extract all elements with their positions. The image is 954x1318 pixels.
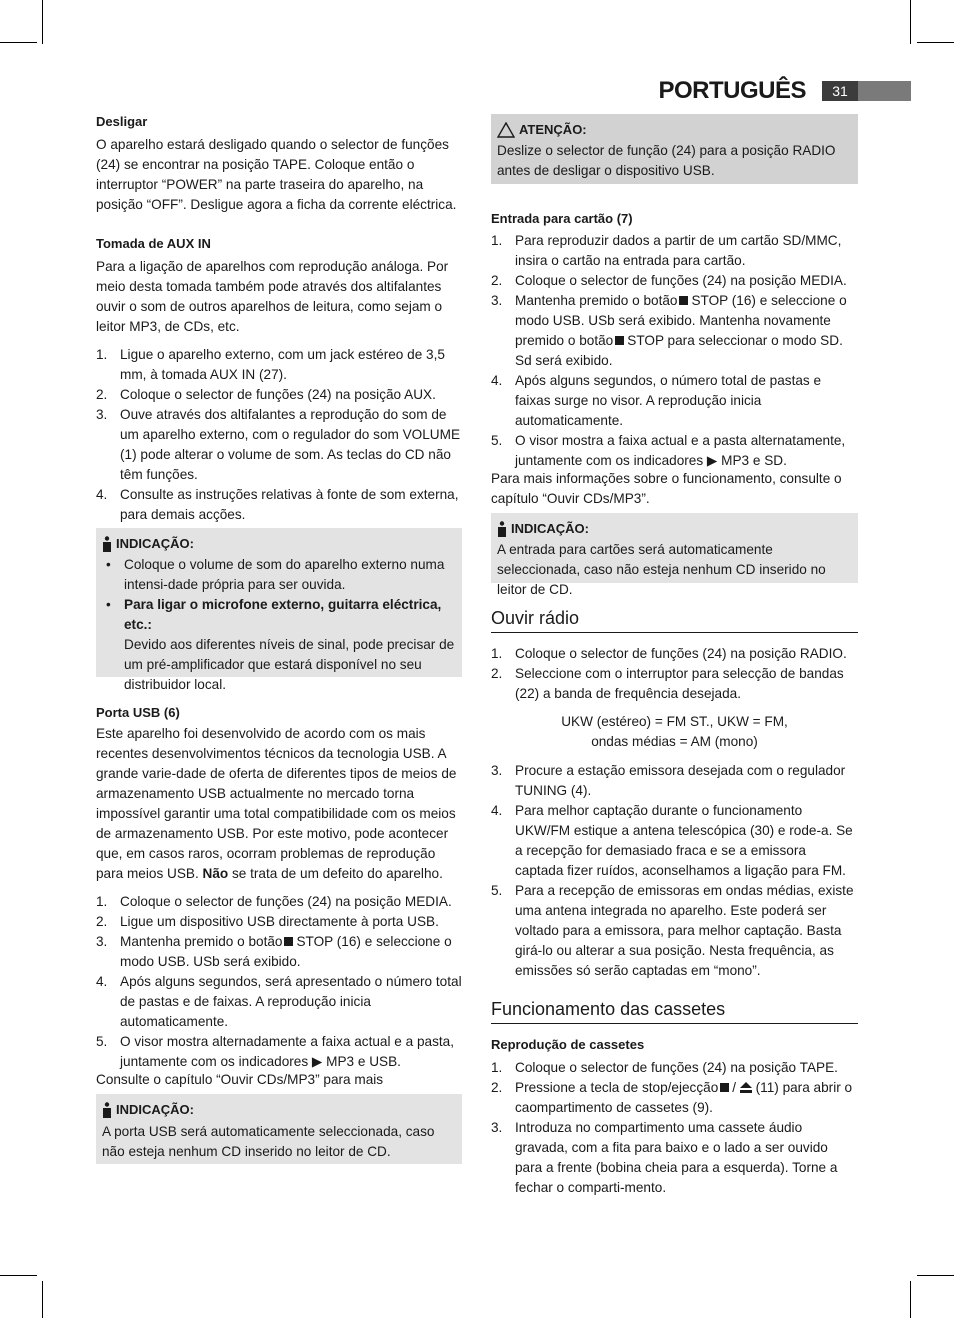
list-item: 1. Para reproduzir dados a partir de um cartão SD/MMC, insira o cartão na entrada para cartão. bbox=[491, 233, 842, 268]
list-item: • Para ligar o microfone externo, guitarra eléctrica, etc.: Devido aos diferentes níveis de sinal, pode precisar de um pré-amplificador que estará disponível no seu distribuidor local. bbox=[106, 597, 455, 692]
list-item: 1. Coloque o selector de funções (24) na posição RADIO. bbox=[491, 646, 847, 661]
list-item: 2. Pressione a tecla de stop/ejecção / (11) para abrir o caompartimento de cassetes (9). bbox=[491, 1080, 853, 1115]
list-item: 1. Coloque o selector de funções (24) na posição TAPE. bbox=[491, 1060, 838, 1075]
note-text: A entrada para cartões será automaticamente seleccionada, caso não esteja nenhum CD inserido no leitor de CD. bbox=[497, 542, 826, 597]
stop-icon bbox=[679, 296, 688, 305]
list-item: 2. Coloque o selector de funções (24) na posição AUX. bbox=[96, 387, 436, 402]
crop-mark bbox=[42, 1281, 43, 1318]
list-item: 4. Consulte as instruções relativas à fonte de som externa, para demais acções. bbox=[96, 487, 459, 522]
language-heading: PORTUGUÊS bbox=[658, 77, 806, 104]
list-item: 1. Ligue o aparelho externo, com um jack estéreo de 3,5 mm, à tomada AUX IN (27). bbox=[96, 347, 445, 382]
note-title: INDICAÇÃO: bbox=[116, 536, 194, 551]
paragraph-desligar: O aparelho estará desligado quando o selector de funções (24) se encontrar na posição TAPE. Coloque então o interruptor “POWER” na parte traseira do aparelho, na posição “OFF”. Desligue agora a ficha da corrente eléctrica. bbox=[96, 137, 457, 212]
usb-steps bbox=[96, 892, 462, 1072]
note-list bbox=[102, 555, 456, 695]
crop-mark bbox=[910, 1281, 911, 1318]
stop-icon bbox=[615, 336, 624, 345]
list-item: • Coloque o volume de som do aparelho externo numa intensi-dade própria para ser ouvida. bbox=[106, 557, 445, 592]
list-item: 5. Para a recepção de emissoras em ondas médias, existe uma antena integrada no aparelho. Este poderá ser voltado para a emissora, para melhor captação. Basta girá-lo ou alterar a sua posição. Nesta frequência, as emissões só serão captadas em “mono”. bbox=[491, 883, 854, 978]
list-item: 5. O visor mostra a faixa actual e a pasta alternatamente, juntamente com os indicadores ▶ MP3 e SD. bbox=[491, 433, 846, 468]
list-item: 1. Coloque o selector de funções (24) na posição MEDIA. bbox=[96, 894, 452, 909]
section-title-cassette-playback: Reprodução de cassetes bbox=[491, 1037, 645, 1052]
note-title: INDICAÇÃO: bbox=[511, 521, 589, 536]
cassette-steps bbox=[491, 1058, 858, 1198]
section-title-aux: Tomada de AUX IN bbox=[96, 236, 211, 251]
info-icon bbox=[497, 521, 507, 537]
header-bar bbox=[858, 81, 911, 101]
warning-icon bbox=[497, 122, 515, 138]
note-title: INDICAÇÃO: bbox=[116, 1102, 194, 1117]
note-box-usb bbox=[96, 1094, 462, 1164]
radio-steps bbox=[491, 644, 858, 704]
crop-mark bbox=[917, 1275, 954, 1276]
info-icon bbox=[102, 1102, 112, 1118]
list-item: 2. Coloque o selector de funções (24) na posição MEDIA. bbox=[491, 273, 847, 288]
section-title-card: Entrada para cartão (7) bbox=[491, 211, 633, 226]
eject-icon bbox=[740, 1082, 752, 1093]
crop-mark bbox=[917, 42, 954, 43]
card-steps bbox=[491, 231, 858, 471]
section-heading-radio: Ouvir rádio bbox=[491, 607, 858, 633]
aux-steps bbox=[96, 345, 462, 525]
radio-steps-cont bbox=[491, 761, 858, 981]
warning-title: ATENÇÃO: bbox=[519, 122, 587, 137]
warning-text: Deslize o selector de função (24) para a posição RADIO antes de desligar o dispositivo USB. bbox=[497, 143, 836, 178]
list-item: 4. Após alguns segundos, o número total de pastas e faixas surge no visor. A reprodução inicia automaticamente. bbox=[491, 373, 822, 428]
list-item: 4. Para melhor captação durante o funcionamento UKW/FM estique a antena telescópica (30) e rode-a. Se a recepção for demasiado fraca e se a emissora captada fizer ruídos, aconselhamos a ligação para FM. bbox=[491, 803, 853, 878]
paragraph-usb-intro: Este aparelho foi desenvolvido de acordo com os mais recentes desenvolvimentos técnicos da tecnologia USB. A grande varie-dade de oferta de diferentes tipos de meios de armazenamento USB actualmente no mercado torna impossível garantir uma total compatibilidade com os meios de armazenamento USB. Por este motivo, pode acontecer que, em casos raros, ocorram problemas de reprodução para meios USB. Não se trata de um defeito do aparelho. bbox=[96, 726, 457, 881]
list-item: 3. Mantenha premido o botão STOP (16) e seleccione o modo USB. USb será exibido. Mantenha novamente premido o botão STOP para seleccionar o modo SD. Sd será exibido. bbox=[491, 293, 847, 368]
band-info: UKW (estéreo) = FM ST., UKW = FM, ondas médias = AM (mono) bbox=[561, 714, 788, 749]
list-item: 2. Ligue um dispositivo USB directamente à porta USB. bbox=[96, 914, 439, 929]
crop-mark bbox=[910, 0, 911, 44]
warning-box bbox=[491, 114, 858, 184]
list-item: 2. Seleccione com o interruptor para selecção de bandas (22) a banda de frequência desejada. bbox=[491, 666, 844, 701]
note-text: A porta USB será automaticamente seleccionada, caso não esteja nenhum CD inserido no leitor de CD. bbox=[102, 1124, 435, 1159]
crop-mark bbox=[42, 0, 43, 44]
stop-icon bbox=[720, 1083, 729, 1092]
paragraph-aux-intro: Para a ligação de aparelhos com reprodução análoga. Por meio desta tomada também pode através dos altifalantes ouvir o som de outros aparelhos de leitura, como sejam o leitor MP3, de CDs, etc. bbox=[96, 259, 449, 334]
note-box-aux bbox=[96, 528, 462, 692]
stop-icon bbox=[284, 937, 293, 946]
section-heading-cassette: Funcionamento das cassetes bbox=[491, 998, 858, 1024]
crop-mark bbox=[0, 42, 37, 43]
paragraph-usb-consult: Consulte o capítulo “Ouvir CDs/MP3” para mais bbox=[96, 1072, 384, 1087]
list-item: 4. Após alguns segundos, será apresentado o número total de pastas e de faixas. A reprodução inicia automaticamente. bbox=[96, 974, 462, 1029]
page-number: 31 bbox=[832, 83, 848, 99]
section-title-desligar: Desligar bbox=[96, 114, 148, 129]
list-item: 3. Introduza no compartimento uma cassete áudio gravada, com a fita para baixo e o lado a ser ouvido para a frente (bobina cheia para a esquerda). Torne a fechar o comparti-mento. bbox=[491, 1120, 838, 1195]
info-icon bbox=[102, 536, 112, 552]
crop-mark bbox=[0, 1275, 37, 1276]
note-box-card bbox=[491, 513, 858, 597]
list-item: 3. Procure a estação emissora desejada com o regulador TUNING (4). bbox=[491, 763, 846, 798]
paragraph-card-more: Para mais informações sobre o funcionamento, consulte o capítulo “Ouvir CDs/MP3”. bbox=[491, 471, 842, 506]
list-item: 5. O visor mostra alternadamente a faixa actual e a pasta, juntamente com os indicadores ▶ MP3 e USB. bbox=[96, 1034, 454, 1069]
list-item: 3. Ouve através dos altifalantes a reprodução do som de um aparelho externo, com o regulador do som VOLUME (1) pode alterar o volume de som. As teclas do CD não têm funções. bbox=[96, 407, 461, 482]
section-title-usb: Porta USB (6) bbox=[96, 705, 180, 720]
list-item: 3. Mantenha premido o botão STOP (16) e seleccione o modo USB. USb será exibido. bbox=[96, 934, 452, 969]
